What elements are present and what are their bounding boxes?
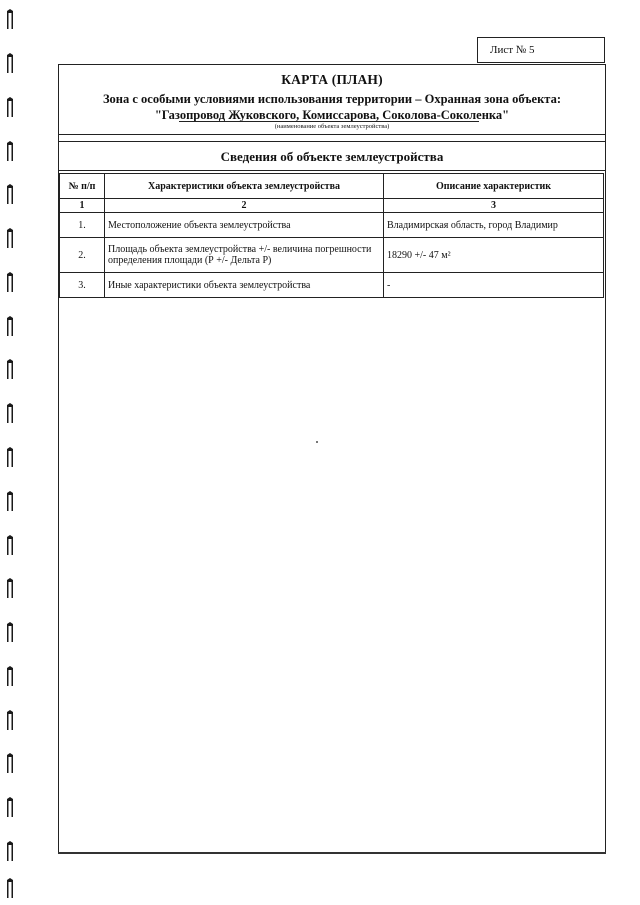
column-number: 3	[384, 199, 604, 213]
binding-punch-mark	[6, 796, 14, 818]
table-row	[60, 238, 604, 273]
binding-punch-mark	[6, 665, 14, 687]
binding-punch-mark	[6, 877, 14, 899]
binding-punch-marks	[0, 0, 24, 905]
frame-bottom-edge	[58, 852, 606, 854]
binding-punch-mark	[6, 140, 14, 162]
object-name-caption: (наименование объекта землеустройства)	[274, 123, 390, 130]
binding-punch-mark	[6, 358, 14, 380]
object-name: "Газопровод Жуковского, Комиссарова, Соколова-Соколенка"	[154, 108, 510, 122]
row-description: 18290 +/- 47 м²	[384, 238, 604, 273]
column-number: 2	[105, 199, 384, 213]
caption-underline	[179, 121, 479, 122]
document-header	[59, 65, 605, 135]
binding-punch-mark	[6, 402, 14, 424]
document-title: КАРТА (ПЛАН)	[281, 72, 383, 87]
map-plan-frame	[58, 64, 606, 854]
row-characteristic: Площадь объекта землеустройства +/- величина погрешности определения площади (Р +/- Дельта Р)	[105, 238, 384, 273]
binding-punch-mark	[6, 8, 14, 30]
table-row	[60, 213, 604, 238]
binding-punch-mark	[6, 52, 14, 74]
row-characteristic: Местоположение объекта землеустройства	[105, 213, 384, 238]
header-number: № п/п	[60, 174, 105, 199]
binding-punch-mark	[6, 621, 14, 643]
header-characteristic: Характеристики объекта землеустройства	[105, 174, 384, 199]
binding-punch-mark	[6, 96, 14, 118]
section-title: Сведения об объекте землеустройства	[59, 141, 605, 171]
binding-punch-mark	[6, 271, 14, 293]
scan-speck	[316, 441, 318, 443]
header-description: Описание характеристик	[384, 174, 604, 199]
binding-punch-mark	[6, 183, 14, 205]
sheet-number-label: Лист № 5	[477, 37, 605, 63]
binding-punch-mark	[6, 534, 14, 556]
table-header-row	[60, 174, 604, 199]
binding-punch-mark	[6, 227, 14, 249]
row-number: 2.	[60, 238, 105, 273]
row-number: 3.	[60, 273, 105, 298]
binding-punch-mark	[6, 709, 14, 731]
table-row	[60, 273, 604, 298]
binding-punch-mark	[6, 490, 14, 512]
binding-punch-mark	[6, 315, 14, 337]
binding-punch-mark	[6, 752, 14, 774]
zone-description: Зона с особыми условиями использования территории – Охранная зона объекта:	[102, 92, 562, 106]
column-number: 1	[60, 199, 105, 213]
binding-punch-mark	[6, 446, 14, 468]
row-characteristic: Иные характеристики объекта землеустройства	[105, 273, 384, 298]
row-description: -	[384, 273, 604, 298]
object-info-table	[59, 173, 604, 298]
binding-punch-mark	[6, 840, 14, 862]
row-number: 1.	[60, 213, 105, 238]
binding-punch-mark	[6, 577, 14, 599]
row-description: Владимирская область, город Владимир	[384, 213, 604, 238]
column-number-row	[60, 199, 604, 213]
